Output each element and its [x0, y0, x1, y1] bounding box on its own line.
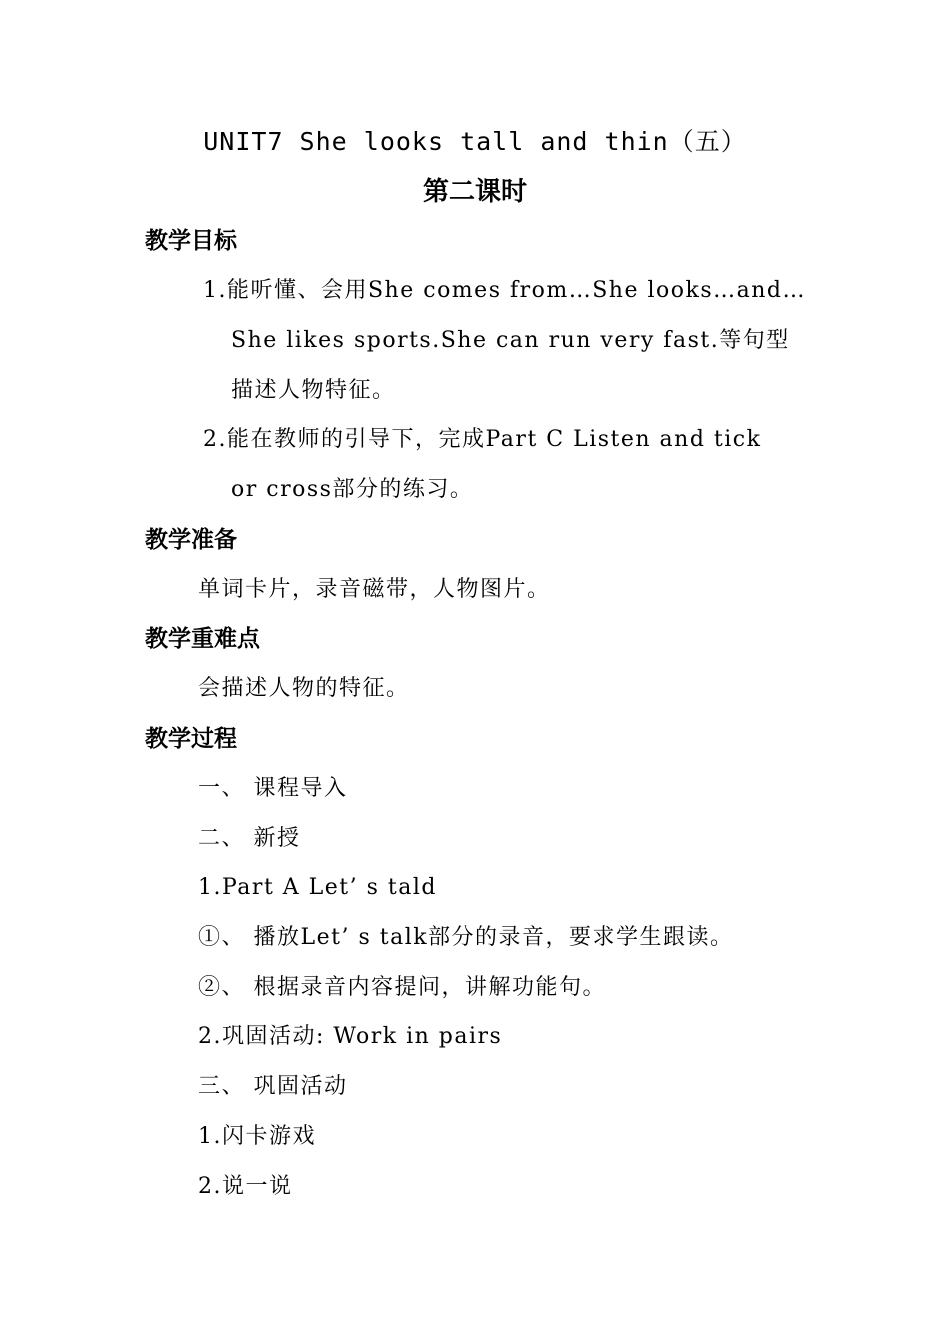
process-line: 1.闪卡游戏: [198, 1124, 316, 1149]
process-line: ②、 根据录音内容提问，讲解功能句。: [198, 975, 606, 1000]
objectives-heading: 教学目标: [145, 228, 237, 254]
process-line: 1.Part A Let’ s tald: [198, 875, 437, 900]
preparation-text: 单词卡片，录音磁带，人物图片。: [198, 577, 551, 602]
preparation-heading: 教学准备: [145, 527, 237, 553]
process-line: 一、 课程导入: [198, 776, 348, 801]
process-line: 二、 新授: [198, 826, 301, 851]
document-title: UNIT7 She looks tall and thin（五）: [203, 127, 747, 156]
objective-item-2-line-2: or cross部分的练习。: [231, 477, 474, 502]
key-points-heading: 教学重难点: [145, 626, 260, 652]
process-heading: 教学过程: [145, 726, 237, 752]
document-subtitle: 第二课时: [422, 177, 527, 207]
objective-item-1-line-3: 描述人物特征。: [231, 378, 396, 403]
objective-item-1-line-1: 1.能听懂、会用She comes from…She looks…and…: [203, 278, 807, 303]
process-line: 2.说一说: [198, 1174, 293, 1199]
process-line: 三、 巩固活动: [198, 1074, 348, 1099]
process-line: ①、 播放Let’ s talk部分的录音，要求学生跟读。: [198, 925, 734, 950]
objective-item-1-line-2: She likes sports.She can run very fast.等句型: [231, 328, 790, 353]
key-points-text: 会描述人物的特征。: [198, 676, 410, 701]
process-line: 2.巩固活动: Work in pairs: [198, 1024, 503, 1049]
objective-item-2-line-1: 2.能在教师的引导下，完成Part C Listen and tick: [203, 427, 762, 452]
